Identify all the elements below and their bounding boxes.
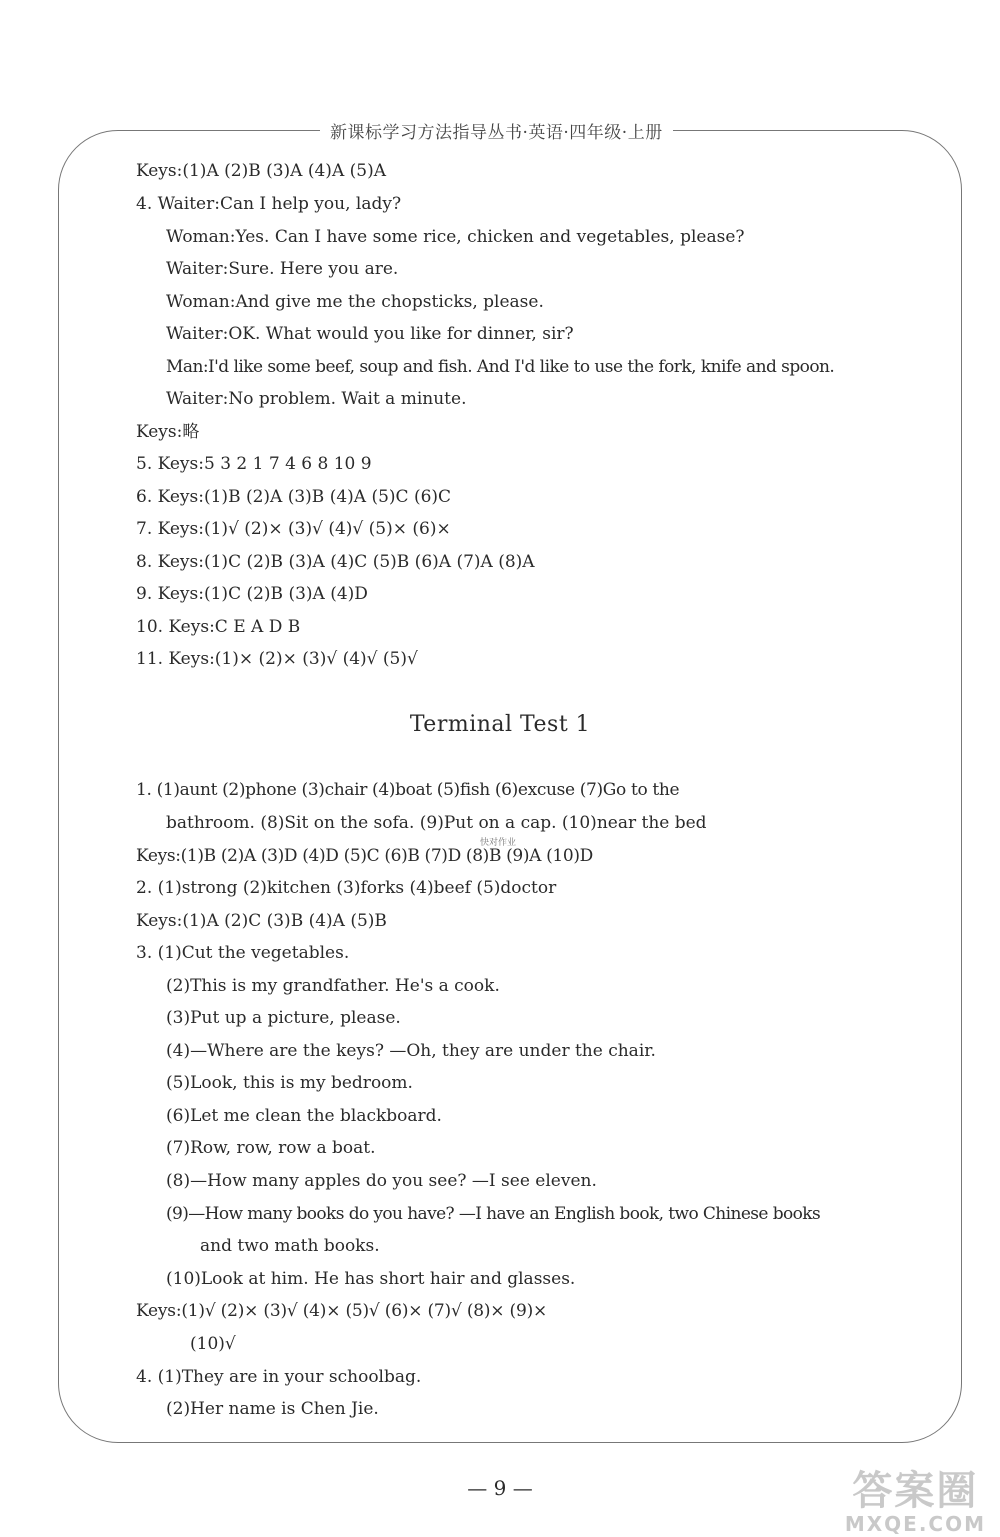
text-line: (8)—How many apples do you see? —I see eleven. bbox=[166, 1171, 597, 1191]
text-line: 1. (1)aunt (2)phone (3)chair (4)boat (5)fish (6)excuse (7)Go to the bbox=[136, 780, 680, 800]
text-line: Woman:Yes. Can I have some rice, chicken and vegetables, please? bbox=[166, 227, 745, 247]
text-line: 10. Keys:C E A D B bbox=[136, 617, 301, 637]
text-line: 4. (1)They are in your schoolbag. bbox=[136, 1367, 422, 1387]
text-line: (6)Let me clean the blackboard. bbox=[166, 1106, 442, 1126]
text-line: (4)—Where are the keys? —Oh, they are under the chair. bbox=[166, 1041, 656, 1061]
text-line: Man:I'd like some beef, soup and fish. And I'd like to use the fork, knife and spoon. bbox=[166, 357, 835, 377]
stamp-text: 快对作业 bbox=[480, 838, 517, 848]
text-line: Waiter:OK. What would you like for dinner, sir? bbox=[166, 324, 574, 344]
page-number: — 9 — bbox=[467, 1476, 533, 1500]
text-line: (7)Row, row, row a boat. bbox=[166, 1138, 376, 1158]
text-line: 6. Keys:(1)B (2)A (3)B (4)A (5)C (6)C bbox=[136, 487, 452, 507]
watermark-url: MXQE.COM bbox=[844, 1512, 986, 1536]
text-line: 11. Keys:(1)× (2)× (3)√ (4)√ (5)√ bbox=[136, 649, 418, 669]
text-line: 2. (1)strong (2)kitchen (3)forks (4)beef (5)doctor bbox=[136, 878, 557, 898]
text-line: Keys:(1)A (2)B (3)A (4)A (5)A bbox=[136, 161, 386, 181]
text-line: (10)√ bbox=[190, 1334, 236, 1354]
text-line: (3)Put up a picture, please. bbox=[166, 1008, 401, 1028]
text-line: (5)Look, this is my bedroom. bbox=[166, 1073, 413, 1093]
watermark-text: 答案圈 bbox=[852, 1468, 979, 1514]
text-line: Waiter:No problem. Wait a minute. bbox=[166, 389, 467, 409]
watermark-logo bbox=[845, 1470, 986, 1536]
text-line: Keys:略 bbox=[136, 422, 200, 442]
text-line: 9. Keys:(1)C (2)B (3)A (4)D bbox=[136, 584, 368, 604]
text-line: Woman:And give me the chopsticks, please. bbox=[166, 292, 544, 312]
running-header: 新课标学习方法指导丛书·英语·四年级·上册 bbox=[320, 118, 673, 143]
text-line: 7. Keys:(1)√ (2)× (3)√ (4)√ (5)× (6)× bbox=[136, 519, 451, 539]
text-line: Keys:(1)B (2)A (3)D (4)D (5)C (6)B (7)D (8)B (9)A (10)D bbox=[136, 846, 593, 866]
text-line: 4. Waiter:Can I help you, lady? bbox=[136, 194, 402, 214]
text-line: 8. Keys:(1)C (2)B (3)A (4)C (5)B (6)A (7)A (8)A bbox=[136, 552, 535, 572]
text-line: (9)—How many books do you have? —I have an English book, two Chinese books bbox=[166, 1204, 821, 1224]
section-title: Terminal Test 1 bbox=[409, 712, 591, 737]
text-line: and two math books. bbox=[200, 1236, 380, 1256]
text-line: (2)Her name is Chen Jie. bbox=[166, 1399, 379, 1419]
text-line: (2)This is my grandfather. He's a cook. bbox=[166, 976, 500, 996]
text-line: Keys:(1)√ (2)× (3)√ (4)× (5)√ (6)× (7)√ (8)× (9)× bbox=[136, 1301, 548, 1321]
text-line: 3. (1)Cut the vegetables. bbox=[136, 943, 350, 963]
text-line: (10)Look at him. He has short hair and glasses. bbox=[166, 1269, 576, 1289]
text-line: Keys:(1)A (2)C (3)B (4)A (5)B bbox=[136, 911, 387, 931]
text-line: 5. Keys:5 3 2 1 7 4 6 8 10 9 bbox=[136, 454, 372, 474]
text-line: bathroom. (8)Sit on the sofa. (9)Put on a cap. (10)near the bed bbox=[166, 813, 707, 833]
text-line: Waiter:Sure. Here you are. bbox=[166, 259, 399, 279]
